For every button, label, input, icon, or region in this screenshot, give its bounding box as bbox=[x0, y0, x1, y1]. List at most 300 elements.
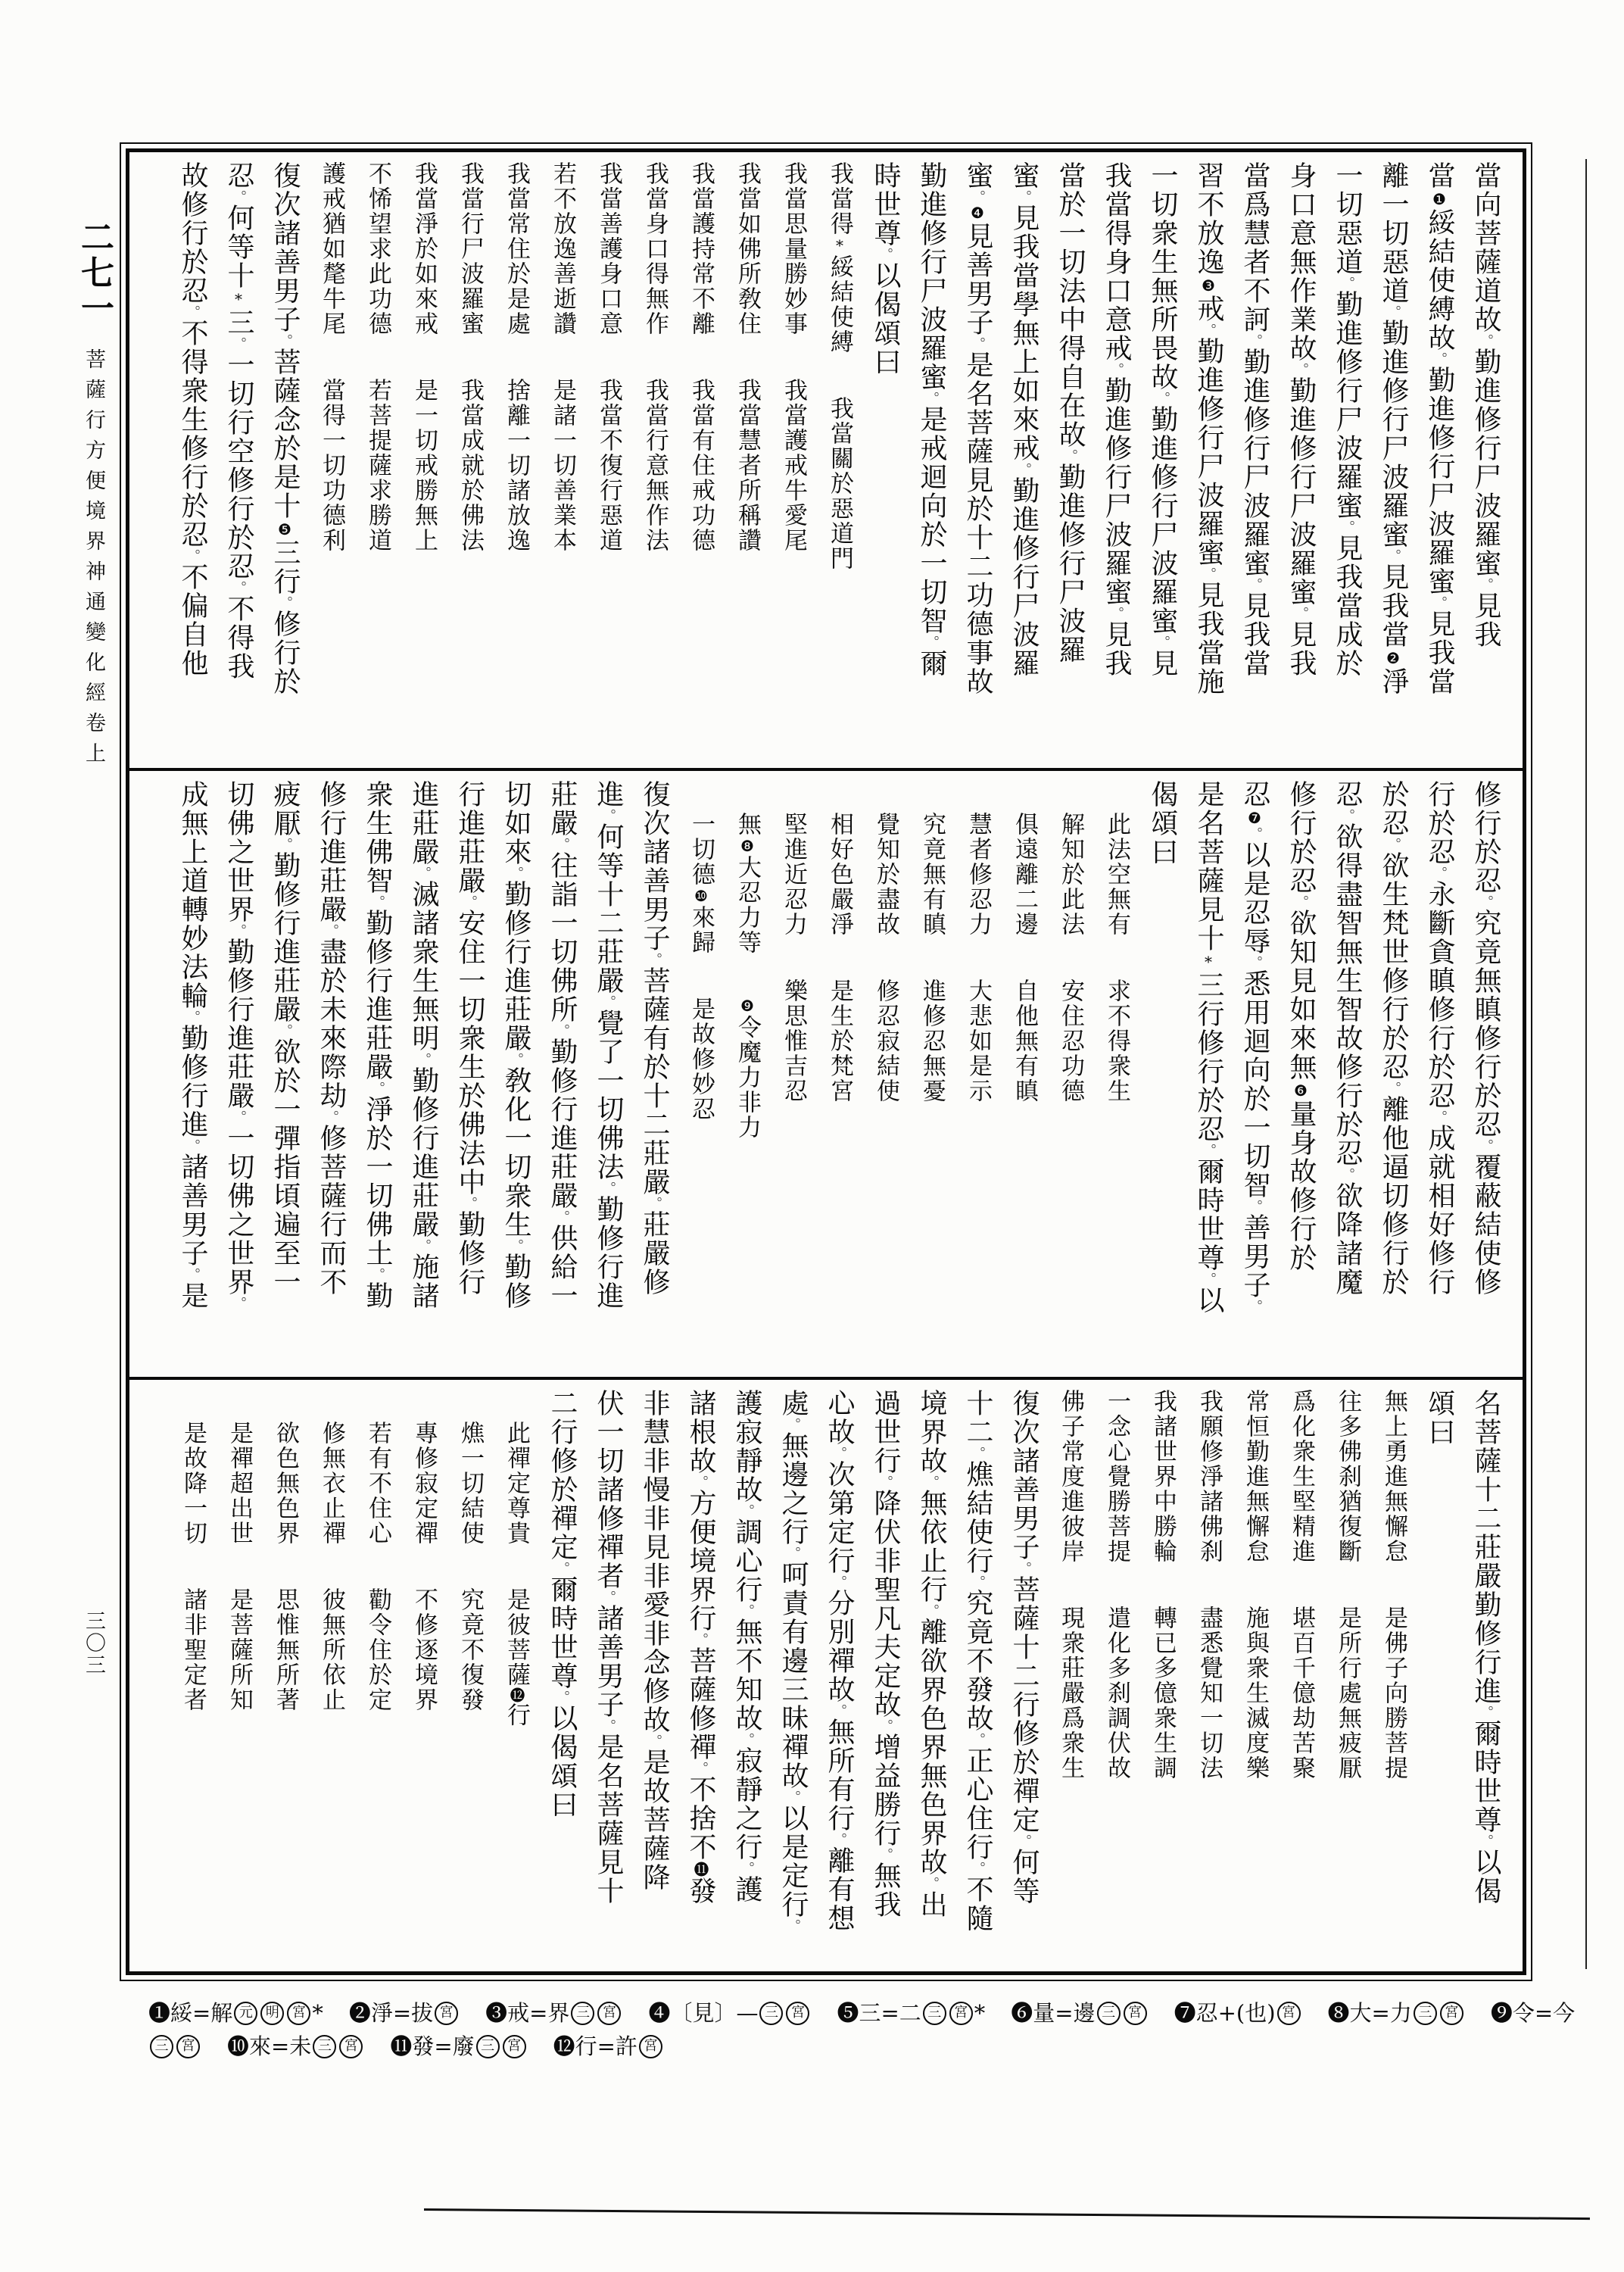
edition-siglum: 宮 bbox=[639, 2035, 662, 2058]
apparatus-note: ⓬行=許 宮 bbox=[553, 2031, 664, 2061]
apparatus-line-2 bbox=[148, 2030, 1572, 2063]
punctuation: 。 bbox=[508, 1239, 524, 1253]
gatha-lower: 當得一切功德利 bbox=[318, 378, 345, 553]
edition-siglum: 宮 bbox=[949, 2002, 973, 2025]
punctuation: 。 bbox=[323, 1110, 339, 1124]
verse-column bbox=[354, 161, 401, 762]
verse-column bbox=[1370, 1389, 1417, 1965]
footnote-marker: ⓫ bbox=[691, 1862, 709, 1877]
gatha-lower: 若菩提薩求勝道 bbox=[364, 378, 391, 553]
edition-siglum: 三 bbox=[1097, 2002, 1121, 2025]
punctuation: 。 bbox=[877, 1475, 893, 1489]
punctuation: 。 bbox=[877, 1848, 893, 1862]
edition-siglum: 宮 bbox=[503, 2035, 526, 2058]
text-column: 頌曰 bbox=[1424, 1389, 1455, 1447]
gatha-upper: 護戒猶如氂牛尾 bbox=[318, 161, 345, 336]
text-column: 切佛之世界。勤修行進莊嚴。一切佛之世界。 bbox=[223, 780, 254, 1310]
punctuation: 。 bbox=[369, 1268, 385, 1281]
edition-siglum: 三 bbox=[313, 2035, 336, 2058]
punctuation: 。 bbox=[554, 1690, 570, 1704]
gatha-upper: 堅進近忍力 bbox=[780, 812, 807, 937]
punctuation: 。 bbox=[647, 1734, 662, 1748]
verse-column bbox=[724, 161, 770, 762]
verse-column bbox=[1186, 1389, 1232, 1965]
punctuation: 。 bbox=[647, 1197, 662, 1210]
text-column: 成無上道轉妙法輪。勤修行進。諸善男子。是 bbox=[177, 780, 208, 1310]
punctuation: 。 bbox=[1478, 578, 1494, 591]
footnote-marker: ❻ bbox=[1292, 1081, 1310, 1100]
verse-column bbox=[170, 1389, 216, 1965]
gatha-upper: 我當如佛所敎住 bbox=[734, 161, 761, 336]
verse-column bbox=[909, 780, 955, 1371]
punctuation: 。 bbox=[1201, 567, 1217, 581]
footnote-marker: ❹ bbox=[968, 204, 987, 222]
verse-column bbox=[401, 1389, 447, 1965]
punctuation: 。 bbox=[554, 838, 570, 851]
text-column: 諸根故。方便境界行。菩薩修禪。不捨不⓫發 bbox=[685, 1389, 716, 1905]
text-column: 蜜。見我當學無上如來戒。勤進修行尸波羅 bbox=[1008, 161, 1040, 678]
edition-siglum: 宮 bbox=[1124, 2002, 1147, 2025]
punctuation: 。 bbox=[416, 1239, 432, 1253]
verse-column bbox=[631, 161, 678, 762]
verse-column bbox=[354, 1389, 401, 1965]
gatha-upper: 往多佛刹猶復斷 bbox=[1334, 1389, 1361, 1564]
gatha-lower: 我當關於惡道門 bbox=[826, 396, 853, 571]
punctuation: 。 bbox=[831, 1833, 847, 1846]
gatha-upper: 覺知於盡故 bbox=[872, 812, 899, 937]
apparatus-note: ❼忍+(也) 宮 bbox=[1174, 1998, 1302, 2028]
text-column: 非慧非慢非見非愛非念修故。是故菩薩降 bbox=[639, 1389, 670, 1892]
text-column: 修行進莊嚴。盡於未來際劫。修菩薩行而不 bbox=[316, 780, 347, 1297]
gatha-upper: 一念心覺勝菩提 bbox=[1103, 1389, 1130, 1564]
footnote-marker: ❾ bbox=[738, 997, 756, 1015]
punctuation: 。 bbox=[1339, 520, 1355, 534]
gatha-upper: 欲色無色界 bbox=[272, 1421, 299, 1546]
gatha-lower: 我當慧者所稱讚 bbox=[734, 378, 761, 553]
apparatus-note: ❽大=力 三 宮 bbox=[1328, 1998, 1465, 2028]
punctuation: 。 bbox=[1478, 1834, 1494, 1848]
gatha-lower: 是故修妙忍 bbox=[687, 997, 715, 1122]
edition-siglum: 宮 bbox=[176, 2035, 200, 2058]
text-column: 當於一切法中得自在故。勤進修行尸波羅 bbox=[1055, 161, 1086, 664]
gatha-lower: 盡悉覺知一切法 bbox=[1195, 1606, 1223, 1780]
gatha-lower: 安住忍功德 bbox=[1057, 978, 1084, 1103]
edition-siglum: 宮 bbox=[1277, 2002, 1301, 2025]
punctuation: 。 bbox=[1478, 1139, 1494, 1153]
punctuation: 。 bbox=[554, 1210, 570, 1224]
gatha-upper: 我當護持常不離 bbox=[687, 161, 715, 336]
gatha-lower: 是彼菩薩⓬行 bbox=[503, 1587, 530, 1727]
page-number: 三〇三 bbox=[82, 1610, 105, 1676]
punctuation: 。 bbox=[185, 549, 201, 563]
punctuation: 。 bbox=[600, 995, 616, 1009]
registers bbox=[129, 152, 1523, 1971]
text-column: 勤進修行尸波羅蜜。是戒迴向於一切智。爾 bbox=[916, 161, 947, 678]
gatha-lower: 大悲如是示 bbox=[965, 978, 992, 1103]
gatha-upper: 我當善護身口意 bbox=[595, 161, 622, 336]
gatha-lower: 自他無有瞋 bbox=[1011, 978, 1038, 1103]
verse-column bbox=[447, 1389, 493, 1965]
gatha-lower: 諸非聖定者 bbox=[179, 1587, 207, 1712]
text-column: 名菩薩十二莊嚴勤修行進。爾時世尊。以偈 bbox=[1470, 1389, 1501, 1905]
punctuation: 。 bbox=[877, 1719, 893, 1733]
punctuation: 。 bbox=[1293, 895, 1309, 909]
canon-number: 二七一 bbox=[75, 220, 114, 326]
punctuation: 。 bbox=[970, 190, 986, 204]
gatha-lower: 遣化多刹調伏故 bbox=[1103, 1606, 1130, 1780]
punctuation: 。 bbox=[1201, 323, 1217, 337]
punctuation: 。 bbox=[277, 596, 293, 610]
gatha-lower: 究竟不復發 bbox=[457, 1587, 484, 1712]
punctuation: 。 bbox=[1478, 1706, 1494, 1719]
text-column: 進莊嚴。滅諸衆生無明。勤修行進莊嚴。施諸 bbox=[408, 780, 439, 1310]
text-column: 修行於忍。欲知見如來無❻量身故修行於 bbox=[1286, 780, 1317, 1272]
verse-column bbox=[216, 1389, 262, 1965]
punctuation: 。 bbox=[462, 895, 478, 909]
text-column: 衆生佛智。勤修行進莊嚴。淨於一切佛土。勤 bbox=[362, 780, 393, 1310]
punctuation: 。 bbox=[554, 1024, 570, 1038]
page-edge-line bbox=[424, 2208, 1590, 2220]
gatha-lower: 進修忍無憂 bbox=[918, 978, 946, 1103]
punctuation: 。 bbox=[924, 1475, 940, 1489]
apparatus bbox=[148, 1996, 1576, 2063]
punctuation: 。 bbox=[1293, 363, 1309, 376]
gatha-lower: 不修逐境界 bbox=[410, 1587, 438, 1712]
text-column: 莊嚴。往詣一切佛所。勤修行進莊嚴。供給一 bbox=[547, 780, 578, 1310]
verse-column bbox=[1001, 780, 1047, 1371]
punctuation: 。 bbox=[231, 1110, 247, 1124]
scan-edge-line bbox=[1585, 159, 1587, 1969]
punctuation: 。 bbox=[416, 866, 432, 880]
gatha-upper: 燋一切結使 bbox=[457, 1421, 484, 1546]
gatha-lower: 轉已多億衆生調 bbox=[1149, 1606, 1177, 1780]
text-column: 我當得身口意戒。勤進修行尸波羅蜜。見我 bbox=[1101, 161, 1132, 678]
gatha-lower: 是所行處無疲厭 bbox=[1334, 1606, 1361, 1780]
punctuation: 。 bbox=[831, 1575, 847, 1589]
gatha-lower: 是諸一切善業本 bbox=[549, 378, 576, 553]
edition-siglum: 宮 bbox=[786, 2002, 809, 2025]
punctuation: 。 bbox=[1247, 956, 1263, 969]
punctuation: 。 bbox=[1062, 449, 1078, 463]
punctuation: 。 bbox=[1201, 1272, 1217, 1286]
text-column: 二行修於禪定。爾時世尊。以偈頌曰 bbox=[547, 1389, 578, 1819]
apparatus-note: ❸戒=界 三 宮 bbox=[485, 1998, 622, 2028]
punctuation: 。 bbox=[185, 1268, 201, 1281]
verse-column bbox=[1093, 1389, 1139, 1965]
verse-column bbox=[724, 780, 770, 1371]
text-column: 忍。何等十*三。一切行空修行於忍。不得我 bbox=[223, 161, 254, 681]
gatha-upper: 是禪超出世 bbox=[226, 1421, 253, 1546]
gatha-lower: 我當不復行惡道 bbox=[595, 378, 622, 553]
text-column: 故修行於忍。不得衆生修行於忍。不偏自他 bbox=[177, 161, 208, 678]
punctuation: 。 bbox=[185, 1010, 201, 1024]
verse-column bbox=[1232, 1389, 1278, 1965]
punctuation: 。 bbox=[785, 1418, 801, 1431]
punctuation: 。 bbox=[924, 1604, 940, 1618]
text-column: 偈頌曰 bbox=[1147, 780, 1178, 866]
punctuation: 。 bbox=[970, 1575, 986, 1589]
punctuation: 。 bbox=[739, 1862, 755, 1875]
text-column: 進。何等十二莊嚴。覺了一切佛法。勤修行進 bbox=[593, 780, 624, 1310]
punctuation: 。 bbox=[970, 337, 986, 351]
verse-column bbox=[816, 161, 862, 762]
text-column: 境界故。無依止行。離欲界色界無色界故。出 bbox=[916, 1389, 947, 1919]
text-column: 忍。欲得盡智無生智故修行於忍。欲降諸魔 bbox=[1332, 780, 1363, 1297]
gatha-lower: 我當護戒牛愛尾 bbox=[780, 378, 807, 553]
gatha-lower: 是一切戒勝無上 bbox=[410, 378, 438, 553]
punctuation: 。 bbox=[231, 1297, 247, 1310]
text-column: 復次諸善男子。菩薩十二行修於禪定。何等 bbox=[1008, 1389, 1040, 1905]
lower-register bbox=[129, 1380, 1523, 1971]
punctuation: 。 bbox=[231, 924, 247, 938]
gatha-lower: 捨離一切諸放逸 bbox=[503, 378, 530, 553]
gatha-upper: 我當得*綏結使縛 bbox=[826, 161, 853, 354]
punctuation: 。 bbox=[1478, 334, 1494, 348]
punctuation: 。 bbox=[600, 1181, 616, 1195]
gatha-lower: 樂思惟吉忍 bbox=[780, 978, 807, 1103]
gatha-lower: 是菩薩所知 bbox=[226, 1587, 253, 1712]
text-column: 當爲慧者不訶。勤進修行尸波羅蜜。見我當 bbox=[1239, 161, 1270, 678]
punctuation: 。 bbox=[1016, 190, 1032, 204]
text-column: 一切惡道。勤進修行尸波羅蜜。見我當成於 bbox=[1332, 161, 1363, 678]
punctuation: 。 bbox=[1339, 809, 1355, 822]
punctuation: 。 bbox=[970, 1862, 986, 1875]
text-column: 行進莊嚴。安住一切衆生於佛法中。勤修行 bbox=[454, 780, 485, 1297]
verse-column bbox=[678, 161, 724, 762]
punctuation: 。 bbox=[231, 581, 247, 595]
edition-siglum: 宮 bbox=[287, 2002, 310, 2025]
verse-column bbox=[1139, 1389, 1186, 1965]
punctuation: 。 bbox=[1247, 1300, 1263, 1313]
punctuation: 。 bbox=[277, 334, 293, 348]
punctuation: 。 bbox=[647, 953, 662, 966]
verse-column bbox=[862, 780, 909, 1371]
gatha-lower: 思惟無所著 bbox=[272, 1587, 299, 1712]
text-column: 一切衆生無所畏故。勤進修行尸波羅蜜。見 bbox=[1147, 161, 1178, 678]
punctuation: 。 bbox=[1386, 838, 1401, 851]
punctuation: 。 bbox=[1016, 1834, 1032, 1848]
footnote-marker: * bbox=[1199, 953, 1217, 971]
punctuation: 。 bbox=[785, 1546, 801, 1560]
footnote-marker: ❺ bbox=[276, 520, 294, 538]
edition-siglum: 宮 bbox=[1440, 2002, 1463, 2025]
punctuation: 。 bbox=[600, 809, 616, 822]
punctuation: 。 bbox=[277, 1024, 293, 1038]
text-column: 忍❼。以是忍辱。悉用迴向於一切智。善男子。 bbox=[1239, 780, 1270, 1313]
edition-siglum: 元 bbox=[234, 2002, 257, 2025]
punctuation: 。 bbox=[1016, 463, 1032, 476]
edition-siglum: 三 bbox=[759, 2002, 783, 2025]
gatha-upper: 我當淨於如來戒 bbox=[410, 161, 438, 336]
gatha-upper: 我願修淨諸佛刹 bbox=[1195, 1389, 1223, 1564]
gatha-lower: ❾令魔力非力 bbox=[734, 997, 761, 1140]
edition-siglum: 明 bbox=[260, 2002, 284, 2025]
punctuation: 。 bbox=[785, 1790, 801, 1804]
apparatus-note: ❹〔見〕— 三 宮 bbox=[648, 1998, 811, 2028]
punctuation: 。 bbox=[1386, 549, 1401, 563]
punctuation: 。 bbox=[1432, 1110, 1448, 1124]
text-column: 復次諸善男子。菩薩念於是十❺三行。修行於 bbox=[270, 161, 301, 696]
gatha-lower: 我當成就於佛法 bbox=[457, 378, 484, 553]
gatha-upper: 爲化衆生堅精進 bbox=[1288, 1389, 1315, 1564]
verse-column bbox=[816, 780, 862, 1371]
edition-siglum: 三 bbox=[476, 2035, 500, 2058]
punctuation: 。 bbox=[1432, 866, 1448, 880]
edition-siglum: 三 bbox=[571, 2002, 594, 2025]
apparatus-note: ❾令=今 bbox=[1490, 2000, 1576, 2026]
gatha-upper: 無上勇進無懈怠 bbox=[1380, 1389, 1407, 1564]
apparatus-note: ❺三=二 三 宮 * bbox=[837, 2000, 986, 2026]
text-column: 時世尊。以偈頌曰 bbox=[870, 161, 901, 376]
verse-column bbox=[308, 1389, 354, 1965]
apparatus-note: ❶綏=解 元 明 宮 * bbox=[148, 2000, 323, 2026]
punctuation: 。 bbox=[1108, 607, 1124, 620]
footnote-marker: ❶ bbox=[1430, 190, 1448, 208]
footnote-marker: * bbox=[229, 290, 248, 308]
punctuation: 。 bbox=[1293, 607, 1309, 620]
gatha-upper: 相好色嚴淨 bbox=[826, 812, 853, 937]
gatha-upper: 我當思量勝妙事 bbox=[780, 161, 807, 336]
verse-column bbox=[585, 161, 631, 762]
apparatus-note bbox=[148, 2035, 201, 2058]
punctuation: 。 bbox=[877, 248, 893, 261]
punctuation: 。 bbox=[831, 1447, 847, 1460]
punctuation: 。 bbox=[1247, 334, 1263, 348]
punctuation: 。 bbox=[600, 1719, 616, 1733]
punctuation: 。 bbox=[739, 1604, 755, 1618]
edition-siglum: 三 bbox=[1414, 2002, 1437, 2025]
verse-column bbox=[678, 780, 724, 1371]
verse-column bbox=[401, 161, 447, 762]
verse-column bbox=[1324, 1389, 1370, 1965]
punctuation: 。 bbox=[1155, 635, 1170, 649]
punctuation: 。 bbox=[1247, 1200, 1263, 1213]
gatha-upper: 專修寂定禪 bbox=[410, 1421, 438, 1546]
punctuation: 。 bbox=[277, 838, 293, 851]
punctuation: 。 bbox=[1339, 1168, 1355, 1181]
gatha-lower: 施與衆生滅度樂 bbox=[1242, 1606, 1269, 1780]
gatha-upper: 佛子常度進彼岸 bbox=[1057, 1389, 1084, 1564]
verse-column bbox=[447, 161, 493, 762]
punctuation: 。 bbox=[831, 1704, 847, 1718]
punctuation: 。 bbox=[231, 190, 247, 204]
upper-register bbox=[129, 152, 1523, 768]
punctuation: 。 bbox=[1201, 1144, 1217, 1157]
punctuation: 。 bbox=[1478, 895, 1494, 909]
gatha-upper: 不悕望求此功德 bbox=[364, 161, 391, 336]
text-column: 修行於忍。究竟無瞋修行於忍。覆蔽結使修 bbox=[1470, 780, 1501, 1297]
punctuation: 。 bbox=[1247, 827, 1263, 841]
footnote-marker: ❿ bbox=[692, 887, 710, 905]
punctuation: 。 bbox=[739, 1733, 755, 1746]
gatha-lower: 堪百千億劫苦聚 bbox=[1288, 1606, 1315, 1780]
verse-column bbox=[308, 161, 354, 762]
gatha-upper: 此法空無有 bbox=[1103, 812, 1130, 937]
gatha-lower: 修忍寂結使 bbox=[872, 978, 899, 1103]
edition-siglum: 三 bbox=[150, 2035, 173, 2058]
gatha-upper: 我當身口得無作 bbox=[641, 161, 669, 336]
punctuation: 。 bbox=[1386, 305, 1401, 319]
gatha-lower: 現衆莊嚴爲衆生 bbox=[1057, 1606, 1084, 1780]
edition-siglum: 宮 bbox=[435, 2002, 458, 2025]
text-column: 心故。次第定行。分別禪故。無所有行。離有想 bbox=[824, 1389, 855, 1933]
gatha-upper: 是故降一切 bbox=[179, 1421, 207, 1546]
text-frame bbox=[126, 148, 1526, 1975]
gatha-upper: 究竟無有瞋 bbox=[918, 812, 946, 937]
gatha-upper: 常恒勤進無懈怠 bbox=[1242, 1389, 1269, 1564]
verse-column bbox=[262, 1389, 308, 1965]
verse-column bbox=[1047, 1389, 1093, 1965]
text-column: 當向菩薩道故。勤進修行尸波羅蜜。見我 bbox=[1470, 161, 1501, 649]
verse-column bbox=[1278, 1389, 1324, 1965]
punctuation: 。 bbox=[185, 305, 201, 319]
footnote-marker: ⓬ bbox=[507, 1687, 525, 1702]
punctuation: 。 bbox=[785, 1919, 801, 1933]
punctuation: 。 bbox=[693, 1475, 709, 1489]
punctuation: 。 bbox=[508, 866, 524, 880]
gatha-upper: 若不放逸善逝讚 bbox=[549, 161, 576, 336]
gatha-lower: 彼無所依止 bbox=[318, 1587, 345, 1712]
gatha-upper: 我當常住於是處 bbox=[503, 161, 530, 336]
punctuation: 。 bbox=[739, 1504, 755, 1518]
edition-siglum: 三 bbox=[923, 2002, 946, 2025]
text-column: 十二。燋結使行。究竟不發故。正心住行。不隨 bbox=[962, 1389, 993, 1933]
verse-column bbox=[493, 1389, 539, 1965]
punctuation: 。 bbox=[1432, 352, 1448, 366]
gatha-lower: 求不得衆生 bbox=[1103, 978, 1130, 1103]
punctuation: 。 bbox=[970, 1733, 986, 1746]
gatha-lower: 是佛子向勝菩提 bbox=[1380, 1606, 1407, 1780]
gatha-upper: 此禪定尊貴 bbox=[503, 1421, 530, 1546]
footnote-marker: ❽ bbox=[738, 837, 756, 855]
text-column: 當❶綏結使縛故。勤進修行尸波羅蜜。見我當 bbox=[1424, 161, 1455, 696]
apparatus-note: ❿來=未 三 宮 bbox=[227, 2031, 364, 2061]
text-column: 疲厭。勤修行進莊嚴。欲於一彈指頃遍至一 bbox=[270, 780, 301, 1297]
gatha-lower: 是生於梵宮 bbox=[826, 978, 853, 1103]
punctuation: 。 bbox=[508, 1053, 524, 1066]
punctuation: 。 bbox=[323, 924, 339, 938]
punctuation: 。 bbox=[231, 337, 247, 351]
gatha-upper: 我諸世界中勝輪 bbox=[1149, 1389, 1177, 1564]
text-column: 復次諸善男子。菩薩有於十二莊嚴。莊嚴修 bbox=[639, 780, 670, 1297]
text-column: 處。無邊之行。呵責有邊三昧禪故。以是定行。 bbox=[778, 1389, 809, 1933]
text-column: 護寂靜故。調心行。無不知故。寂靜之行。護 bbox=[731, 1389, 762, 1904]
punctuation: 。 bbox=[600, 1590, 616, 1604]
gatha-upper: 慧者修忍力 bbox=[965, 812, 992, 937]
punctuation: 。 bbox=[416, 1053, 432, 1066]
text-column: 行於忍。永斷貪瞋修行於忍。成就相好修行 bbox=[1424, 780, 1455, 1297]
gatha-upper: 俱遠離二邊 bbox=[1011, 812, 1038, 937]
punctuation: 。 bbox=[185, 1139, 201, 1153]
verse-column bbox=[1047, 780, 1093, 1371]
gatha-lower: 我當行意無作法 bbox=[641, 378, 669, 553]
punctuation: 。 bbox=[1016, 1562, 1032, 1575]
gatha-upper: 我當行尸波羅蜜 bbox=[457, 161, 484, 336]
gatha-upper: 無❽大忍力等 bbox=[734, 812, 761, 955]
gatha-upper: 修無衣止禪 bbox=[318, 1421, 345, 1546]
text-column: 蜜。❹見善男子。是名菩薩見於十二功德事故 bbox=[962, 161, 993, 696]
text-column: 是名菩薩見十*三行修行於忍。爾時世尊。以 bbox=[1193, 780, 1224, 1315]
text-column: 於忍。欲生梵世修行於忍。離他逼切修行於 bbox=[1378, 780, 1409, 1297]
footnote-marker: ❸ bbox=[1199, 276, 1217, 295]
running-title: 菩薩行方便境界神通變化經卷上 bbox=[82, 348, 105, 772]
verse-column bbox=[1093, 780, 1139, 1371]
punctuation: 。 bbox=[1432, 596, 1448, 610]
apparatus-note: ❷淨=拔 宮 bbox=[349, 1998, 460, 2028]
text-column: 過世行。降伏非聖凡夫定故。增益勝行。無我 bbox=[870, 1389, 901, 1919]
verse-column bbox=[539, 161, 585, 762]
punctuation: 。 bbox=[1386, 1081, 1401, 1095]
